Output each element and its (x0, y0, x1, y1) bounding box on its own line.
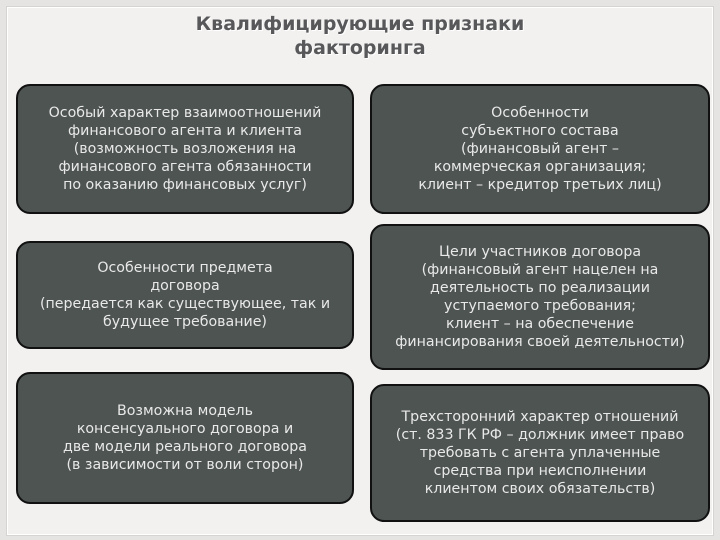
feature-box-text: Трехсторонний характер отношений (ст. 833 ГК РФ – должник имеет право требовать с агента уплаченные средства при неисполнении клиентом своих обязательств) (395, 409, 685, 497)
feature-box-relationship (16, 84, 354, 214)
feature-box-tripartite (370, 384, 710, 522)
slide-title-line-1: Квалифицирующие признаки (195, 13, 525, 35)
feature-box-parties (370, 84, 710, 214)
feature-box-subject (16, 241, 354, 349)
feature-box-contract-model (16, 372, 354, 504)
feature-box-text: Цели участников договора (финансовый агент нацелен на деятельность по реализации уступаемого требования; клиент – на обеспечение финансирования своей деятельности) (395, 244, 685, 350)
feature-box-text: Возможна модель консенсуального договора и две модели реального договора (в зависимости от воли сторон) (63, 403, 307, 473)
feature-box-text: Особенности предмета договора (передается как существующее, так и будущее требование) (39, 260, 331, 330)
feature-box-goals (370, 224, 710, 370)
feature-box-text: Особенности субъектного состава (финансовый агент – коммерческая организация; клиент – кредитор третьих лиц) (418, 105, 662, 193)
slide-title-line-2: факторинга (294, 37, 426, 59)
feature-box-text: Особый характер взаимоотношений финансового агента и клиента (возможность возложения на финансового агента обязанности по оказанию финансовых услуг) (48, 105, 322, 193)
slide-title (120, 12, 600, 60)
